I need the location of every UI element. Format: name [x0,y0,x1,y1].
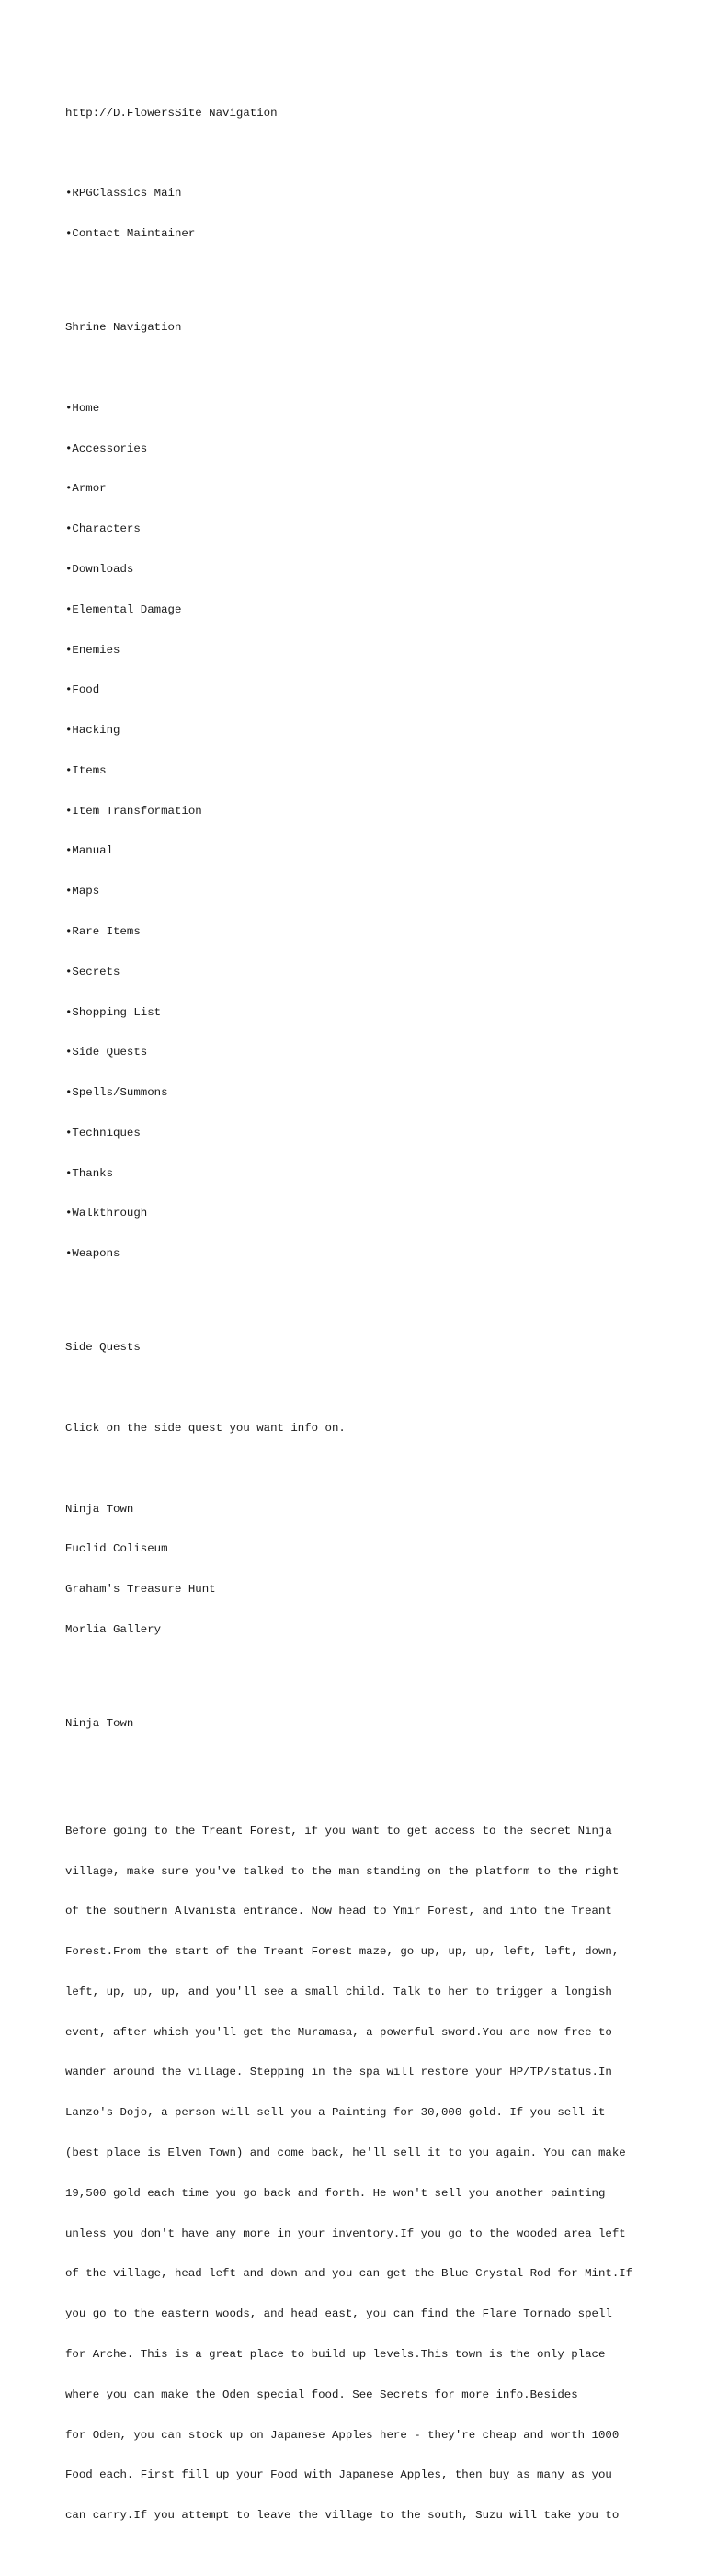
paragraph-line: event, after which you'll get the Muramasa, a powerful sword.You are now free to [65,2025,612,2039]
paragraph-line: can carry.If you attempt to leave the village to the south, Suzu will take you to [65,2509,620,2523]
paragraph-line: for Arche. This is a great place to build up levels.This town is the only place [65,2347,606,2361]
shrine-navigation-heading: Shrine Navigation [65,321,182,335]
shrine-link-home[interactable]: •Home [65,401,100,415]
paragraph-line: Forest.From the start of the Treant Forest maze, go up, up, up, left, left, down, [65,1945,620,1959]
nav-link-contact-maintainer[interactable]: •Contact Maintainer [65,227,196,241]
shrine-link-techniques[interactable]: •Techniques [65,1126,141,1139]
shrine-link-enemies[interactable]: •Enemies [65,643,120,657]
paragraph-line: 19,500 gold each time you go back and forth. He won't sell you another painting [65,2186,606,2200]
quest-link-grahams-treasure-hunt[interactable]: Graham's Treasure Hunt [65,1583,216,1597]
quest-link-ninja-town[interactable]: Ninja Town [65,1502,134,1516]
shrine-link-walkthrough[interactable]: •Walkthrough [65,1207,148,1220]
paragraph-line: of the village, head left and down and you can get the Blue Crystal Rod for Mint.If [65,2267,633,2281]
shrine-link-elemental-damage[interactable]: •Elemental Damage [65,602,182,616]
shrine-link-rare-items[interactable]: •Rare Items [65,925,141,938]
ninja-town-paragraph [65,1798,690,2549]
spacer [65,361,690,375]
shrine-link-shopping-list[interactable]: •Shopping List [65,1005,162,1019]
spacer [65,1288,690,1301]
quest-link-euclid-coliseum[interactable]: Euclid Coliseum [65,1542,168,1556]
quest-link-morlia-gallery[interactable]: Morlia Gallery [65,1622,162,1636]
shrine-link-downloads[interactable]: •Downloads [65,562,134,576]
shrine-link-manual[interactable]: •Manual [65,844,114,858]
side-quests-intro: Click on the side quest you want info on. [65,1421,346,1435]
shrine-link-secrets[interactable]: •Secrets [65,965,120,979]
shrine-link-thanks[interactable]: •Thanks [65,1166,114,1180]
paragraph-line: left, up, up, up, and you'll see a small child. Talk to her to trigger a longish [65,1985,612,1998]
nav-link-rpgclassics-main[interactable]: •RPGClassics Main [65,187,182,200]
spacer [65,268,690,281]
paragraph-line: Before going to the Treant Forest, if you want to get access to the secret Ninja [65,1824,612,1838]
shrine-link-armor[interactable]: •Armor [65,482,107,496]
spacer [65,1757,690,1771]
paragraph-line: you go to the eastern woods, and head east, you can find the Flare Tornado spell [65,2307,612,2321]
shrine-link-maps[interactable]: •Maps [65,885,100,899]
paragraph-line: wander around the village. Stepping in the spa will restore your HP/TP/status.In [65,2066,612,2079]
spacer [65,1462,690,1476]
paragraph-line: Lanzo's Dojo, a person will sell you a Painting for 30,000 gold. If you sell it [65,2106,606,2120]
shrine-link-weapons[interactable]: •Weapons [65,1247,120,1261]
paragraph-line: of the southern Alvanista entrance. Now head to Ymir Forest, and into the Treant [65,1905,612,1918]
spacer [65,147,690,161]
shrine-link-food[interactable]: •Food [65,683,100,697]
paragraph-line: village, make sure you've talked to the man standing on the platform to the right [65,1864,620,1878]
side-quests-heading: Side Quests [65,1341,141,1355]
paragraph-line: for Oden, you can stock up on Japanese Apples here - they're cheap and worth 1000 [65,2428,620,2442]
spacer [65,1664,690,1677]
paragraph-line: (best place is Elven Town) and come back, he'll sell it to you again. You can make [65,2147,626,2160]
paragraph-line: unless you don't have any more in your inventory.If you go to the wooded area left [65,2227,626,2240]
shrine-link-hacking[interactable]: •Hacking [65,724,120,738]
shrine-link-accessories[interactable]: •Accessories [65,441,148,455]
shrine-link-items[interactable]: •Items [65,763,107,777]
shrine-link-characters[interactable]: •Characters [65,522,141,536]
paragraph-line: Food each. First fill up your Food with Japanese Apples, then buy as many as you [65,2468,612,2482]
shrine-link-side-quests[interactable]: •Side Quests [65,1046,148,1059]
paragraph-line: where you can make the Oden special food. See Secrets for more info.Besides [65,2387,578,2401]
shrine-link-spells-summons[interactable]: •Spells/Summons [65,1086,168,1100]
shrine-link-item-transformation[interactable]: •Item Transformation [65,804,202,818]
ninja-town-heading: Ninja Town [65,1717,134,1731]
spacer [65,1381,690,1395]
document-page [65,66,690,2576]
site-navigation-heading: http://D.FlowersSite Navigation [65,106,278,120]
